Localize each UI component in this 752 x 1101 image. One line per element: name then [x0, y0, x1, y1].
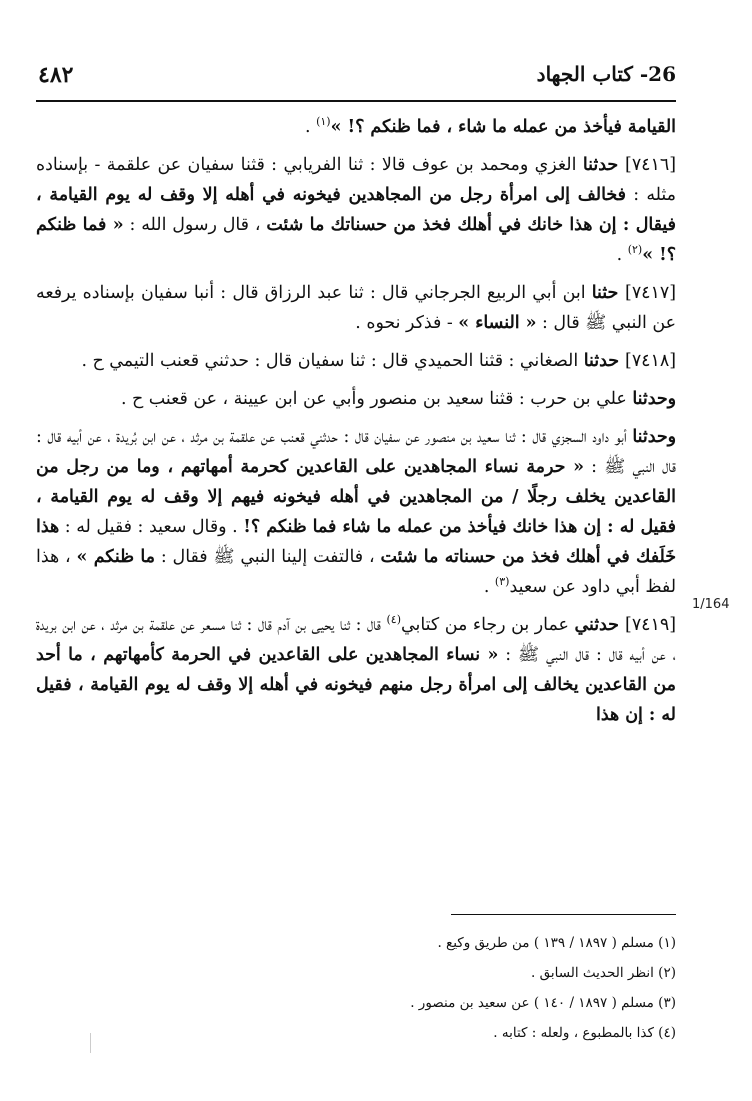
page-number: ٤٨٢	[38, 62, 74, 88]
hadith-number: [٧٤١٨]	[625, 351, 676, 371]
hadith-text: « نساء المجاهدين على القاعدين في الحرمة كأمهاتهم ، ما أحد من القاعدين يخالف إلى امرأة رجل منهم فيخونه في أهله إلا وقف له يوم القيامة ، فقيل له : إن هذا	[36, 645, 676, 725]
hadith-7419	[36, 610, 676, 730]
footnote-ref: (٢)	[627, 243, 643, 257]
narration-term: حثنا	[591, 283, 626, 303]
footnote-ref: (٣)	[494, 575, 510, 589]
header-rule	[36, 100, 676, 102]
hadith-7417	[36, 278, 676, 338]
isnad-chain: علي بن حرب : قثنا سعيد بن منصور وأبي عن ابن عيينة ، عن قعنب ح .	[120, 389, 633, 409]
footnote-rule	[451, 914, 676, 915]
hadith-number: [٧٤١٧]	[625, 283, 676, 303]
footnote-ref: (٤)	[386, 613, 402, 627]
footnotes	[36, 928, 676, 1048]
isnad-ali-ibn-harb	[36, 384, 676, 414]
chapter-title: 26- كتاب الجهاد	[536, 62, 676, 86]
narration-term: وحدثنا	[632, 389, 676, 409]
footnote: (٤) كذا بالمطبوع ، ولعله : كتابه .	[493, 1025, 676, 1041]
isnad-chain: الصغاني : قثنا الحميدي قال : ثنا سفيان قال : حدثني قعنب التيمي ح .	[81, 351, 584, 371]
hadith-number: [٧٤١٩]	[625, 615, 676, 635]
hadith-text: فخالف إلى امرأة رجل من المجاهدين فيخونه في أهله إلا وقف له يوم القيامة ، فيقال : إن هذا خانك في أهلك فخذ من حسناتك ما شئت	[36, 185, 676, 235]
narration-term: حدثني	[574, 615, 626, 635]
isnad-chain: أبو داود السجزي قال : ثنا سعيد بن منصور عن سفيان قال : حدثني قعنب عن علقمة بن مرثد ، عن ابن بُريدة ، عن أبيه قال : قال النبي ﷺ :	[36, 427, 677, 477]
hadith-text: « فما ظنكم ؟! »	[36, 215, 676, 265]
narration-term: وحدثنا	[632, 427, 676, 447]
main-text	[36, 112, 676, 730]
page-header	[36, 58, 676, 98]
isnad-abu-dawud	[36, 422, 676, 602]
isnad-chain: قال : ثنا يحيى بن آدم قال : ثنا مسعر عن علقمة بن مرثد ، عن ابن بريدة ، عن أبيه قال : قال النبي ﷺ :	[36, 615, 676, 665]
text: . وقال سعيد : فقيل له :	[59, 517, 244, 537]
footnote: (٣) مسلم ( ١٨٩٧ / ١٤٠ ) عن سعيد بن منصور .	[410, 995, 676, 1011]
manuscript-folio-marker: 1/164	[692, 597, 730, 612]
text: ، قال رسول الله :	[123, 215, 267, 235]
footnote: (١) مسلم ( ١٨٩٧ / ١٣٩ ) من طريق وكيع .	[437, 935, 676, 951]
text: ، هذا لفظ أبي داود عن سعيد	[36, 547, 676, 597]
paragraph-continuation	[36, 112, 676, 142]
narration-term: حدثنا	[582, 155, 626, 175]
text: .	[483, 577, 495, 597]
isnad-chain: عمار بن رجاء من كتابي	[401, 615, 575, 635]
footnote: (٢) انظر الحديث السابق .	[530, 965, 676, 981]
narration-term: حدثنا	[583, 351, 626, 371]
hadith-number: [٧٤١٦]	[625, 155, 676, 175]
isnad-chain: الغزي ومحمد بن عوف قالا : ثنا الفريابي : قثنا سفيان عن علقمة - بإسناده مثله :	[36, 155, 677, 205]
text: .	[305, 117, 317, 137]
scan-artifact	[90, 1033, 91, 1053]
hadith-text: ما ظنكم »	[76, 547, 155, 567]
hadith-text: « حرمة نساء المجاهدين على القاعدين كحرمة أمهاتهم ، وما من رجل من القاعدين يخلف رجلًا / من المجاهدين في أهله فيخونه فيهم إلا وقف له يوم القيامة ، فقيل له : إن هذا خانك فيأخذ من عمله ما شاء فما ظنكم ؟!	[36, 457, 676, 537]
text: .	[616, 245, 628, 265]
isnad-chain: ابن أبي الربيع الجرجاني قال : ثنا عبد الرزاق قال : أنبا سفيان بإسناده يرفعه عن النبي ﷺ قال :	[36, 283, 676, 333]
text: - فذكر نحوه .	[355, 313, 459, 333]
hadith-text: القيامة فيأخذ من عمله ما شاء ، فما ظنكم ؟! »	[330, 117, 676, 137]
hadith-7416	[36, 150, 676, 270]
hadith-7418	[36, 346, 676, 376]
hadith-text: « النساء »	[458, 313, 537, 333]
hadith-text: هذا خَلَفك في أهلك فخذ من حسناته ما شئت	[36, 517, 677, 567]
footnote-ref: (١)	[316, 115, 331, 129]
text: ، فالتفت إلينا النبي ﷺ فقال :	[154, 547, 381, 567]
